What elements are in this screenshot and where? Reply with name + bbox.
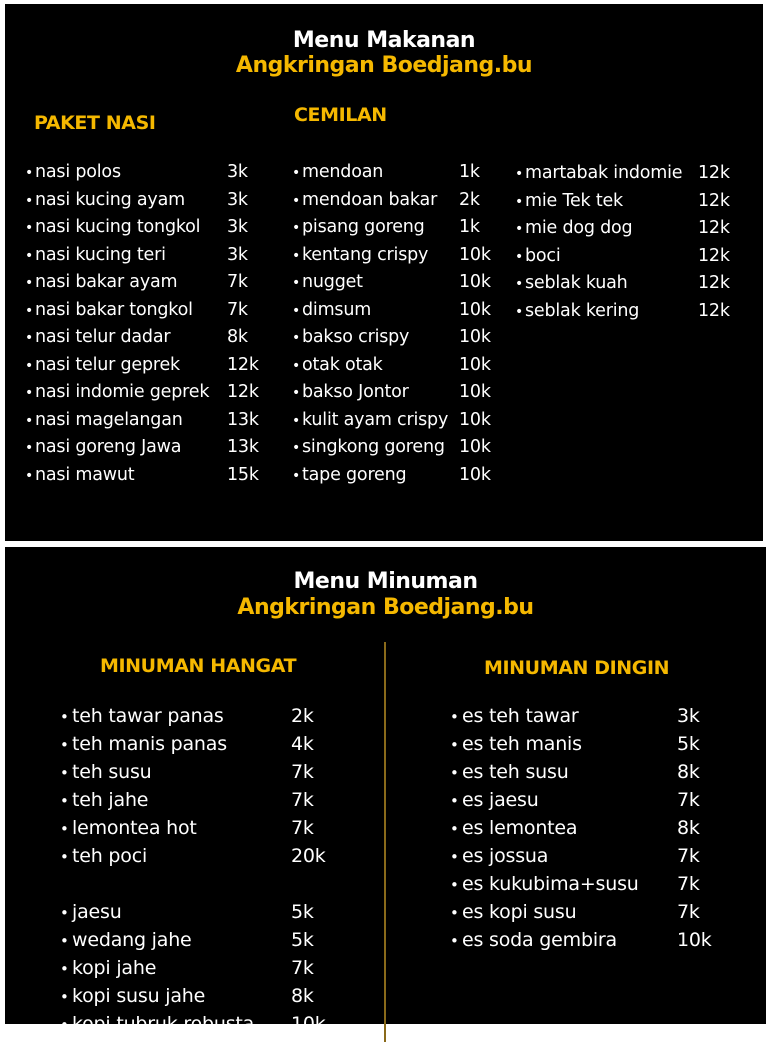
bullet-icon: •: [292, 412, 301, 429]
menu-item-name: bakso crispy: [302, 327, 410, 347]
bullet-icon: •: [292, 357, 301, 374]
menu-item: [292, 352, 497, 380]
menu-item-name: tape goreng: [302, 464, 407, 485]
menu-item-price: 1k: [459, 162, 480, 182]
menu-item-name: nasi mawut: [35, 464, 135, 485]
menu-item: [515, 243, 755, 271]
menu-item-price: 10k: [677, 929, 712, 951]
menu-item: [450, 898, 730, 926]
bullet-icon: •: [60, 764, 69, 782]
menu-item-price: 12k: [227, 382, 259, 402]
menu-item-price: 7k: [291, 761, 314, 783]
bullet-icon: •: [450, 792, 459, 810]
menu-item-name: es jossua: [462, 845, 549, 867]
menu-item-name: mendoan bakar: [302, 189, 438, 210]
menu-item-price: 10k: [459, 272, 491, 292]
menu-item-price: 12k: [698, 245, 730, 266]
menu-item-name: teh poci: [72, 845, 148, 867]
menu-item: [25, 242, 265, 270]
bullet-icon: •: [25, 165, 34, 181]
menu-item-price: 12k: [698, 163, 730, 183]
menu-item-name: lemontea hot: [72, 817, 197, 839]
menu-item-price: 7k: [291, 817, 314, 839]
bullet-icon: •: [60, 820, 69, 838]
menu-item-price: 15k: [227, 464, 259, 485]
menu-item-name: nasi indomie geprek: [35, 382, 210, 402]
menu-item-name: teh jahe: [72, 789, 149, 811]
bullet-icon: •: [60, 988, 69, 1006]
menu-item-name: seblak kuah: [525, 273, 628, 293]
menu-item: [60, 786, 350, 814]
menu-item-price: 12k: [698, 300, 730, 321]
menu-item-name: nasi bakar tongkol: [35, 299, 193, 320]
cemilan-list: [292, 159, 497, 489]
menu-item: [25, 352, 265, 380]
bullet-icon: •: [515, 221, 524, 237]
menu-item-name: nasi bakar ayam: [35, 272, 178, 292]
bullet-icon: •: [25, 330, 34, 346]
food-menu-title: Menu Makanan: [292, 28, 476, 53]
menu-item-name: teh susu: [72, 761, 152, 783]
menu-item-name: wedang jahe: [72, 929, 192, 951]
menu-item: [25, 379, 265, 407]
menu-item-name: kulit ayam crispy: [302, 409, 449, 430]
mie-list: [515, 160, 755, 325]
menu-item-name: mendoan: [302, 162, 384, 182]
drink-menu-subtitle: Angkringan Boedjang.bu: [237, 595, 534, 620]
bullet-icon: •: [60, 848, 69, 866]
section-heading-paket-nasi: PAKET NASI: [34, 112, 156, 134]
food-menu-subtitle: Angkringan Boedjang.bu: [235, 53, 533, 78]
menu-item-name: kopi susu jahe: [72, 985, 206, 1007]
menu-item-price: 3k: [677, 705, 700, 727]
menu-item-price: 5k: [291, 929, 314, 951]
menu-item: [60, 926, 350, 954]
menu-item-price: 8k: [227, 327, 248, 347]
bullet-icon: •: [25, 192, 34, 209]
menu-item: [292, 462, 497, 490]
menu-item-name: nasi telur dadar: [35, 327, 171, 347]
menu-item-price: 7k: [677, 873, 700, 895]
menu-item-price: 12k: [698, 273, 730, 293]
menu-item: [25, 214, 265, 242]
menu-item-name: es lemontea: [462, 817, 578, 839]
bullet-icon: •: [450, 736, 459, 754]
menu-item: [60, 982, 350, 1010]
menu-item-price: 3k: [227, 244, 248, 265]
bullet-icon: •: [450, 848, 459, 866]
menu-item-name: bakso Jontor: [302, 382, 409, 402]
menu-item-price: 20k: [291, 845, 326, 867]
menu-item-price: 2k: [459, 189, 480, 210]
menu-item-price: 13k: [227, 437, 259, 457]
bullet-icon: •: [25, 302, 34, 319]
menu-item: [292, 407, 497, 435]
food-menu-panel: [5, 4, 763, 541]
menu-item-price: 12k: [698, 218, 730, 238]
menu-item: [515, 270, 755, 298]
bullet-icon: •: [450, 820, 459, 838]
menu-item-price: 8k: [677, 817, 700, 839]
menu-item-name: seblak kering: [525, 300, 640, 321]
menu-item-name: es teh susu: [462, 761, 569, 783]
menu-item-price: 10k: [459, 244, 491, 265]
menu-item-price: 7k: [291, 789, 314, 811]
menu-item-name: jaesu: [72, 901, 122, 923]
bullet-icon: •: [25, 220, 34, 236]
bullet-icon: •: [60, 708, 69, 726]
bullet-icon: •: [25, 357, 34, 374]
bullet-icon: •: [25, 440, 34, 456]
menu-item: [450, 926, 730, 954]
menu-item-price: 12k: [227, 354, 259, 375]
menu-item-name: kopi tubruk robusta: [72, 1013, 255, 1035]
menu-item-name: nasi magelangan: [35, 409, 183, 430]
menu-item-price: 10k: [459, 354, 491, 375]
bullet-icon: •: [292, 247, 301, 264]
menu-item-price: 7k: [677, 789, 700, 811]
menu-item-price: 10k: [459, 437, 491, 457]
menu-item-name: nasi kucing teri: [35, 244, 166, 265]
bullet-icon: •: [450, 932, 459, 950]
menu-item: [60, 814, 350, 842]
bullet-icon: •: [515, 303, 524, 320]
section-heading-minuman-dingin: MINUMAN DINGIN: [484, 657, 670, 679]
menu-item-name: es teh tawar: [462, 705, 579, 727]
menu-item-price: 7k: [677, 901, 700, 923]
menu-item-name: otak otak: [302, 354, 383, 375]
minuman-dingin-list: [450, 702, 730, 954]
menu-item-name: es kopi susu: [462, 901, 577, 923]
menu-item: [515, 160, 755, 188]
menu-item: [450, 870, 730, 898]
menu-item-name: es kukubima+susu: [462, 873, 639, 895]
menu-item: [60, 758, 350, 786]
menu-item: [450, 758, 730, 786]
menu-item: [292, 434, 497, 462]
menu-item-price: 7k: [677, 845, 700, 867]
menu-item: [515, 188, 755, 216]
menu-item-price: 8k: [677, 761, 700, 783]
bullet-icon: •: [25, 467, 34, 484]
menu-item-name: mie dog dog: [525, 218, 633, 238]
menu-item-price: 5k: [291, 901, 314, 923]
menu-item-price: 10k: [291, 1013, 326, 1035]
menu-item-name: nugget: [302, 272, 363, 292]
bullet-icon: •: [25, 412, 34, 429]
menu-item-price: 8k: [291, 985, 314, 1007]
menu-item-name: es soda gembira: [462, 929, 617, 951]
menu-item: [515, 215, 755, 243]
paket-nasi-list: [25, 159, 265, 489]
column-divider: [384, 642, 386, 1042]
bullet-icon: •: [60, 1016, 69, 1034]
menu-item-name: dimsum: [302, 299, 372, 320]
bullet-icon: •: [450, 708, 459, 726]
minuman-hangat-list: [60, 702, 350, 870]
menu-item: [292, 297, 497, 325]
menu-item: [25, 269, 265, 297]
menu-item: [60, 1010, 350, 1038]
menu-item-price: 1k: [459, 217, 480, 237]
bullet-icon: •: [515, 193, 524, 210]
bullet-icon: •: [25, 385, 34, 401]
menu-item-name: kentang crispy: [302, 244, 429, 265]
menu-item: [25, 159, 265, 187]
bullet-icon: •: [60, 792, 69, 810]
bullet-icon: •: [292, 385, 301, 401]
bullet-icon: •: [450, 764, 459, 782]
menu-item-price: 12k: [698, 190, 730, 211]
menu-item: [450, 786, 730, 814]
menu-item-price: 7k: [227, 299, 248, 320]
menu-item: [60, 954, 350, 982]
menu-item-price: 5k: [677, 733, 700, 755]
bullet-icon: •: [292, 330, 301, 346]
minuman-hangat-list-2: [60, 898, 350, 1038]
menu-item: [60, 898, 350, 926]
bullet-icon: •: [292, 275, 301, 291]
bullet-icon: •: [60, 904, 69, 922]
menu-item-price: 10k: [459, 409, 491, 430]
menu-item-name: pisang goreng: [302, 217, 425, 237]
menu-item-name: singkong goreng: [302, 437, 445, 457]
menu-item-price: 3k: [227, 162, 248, 182]
bullet-icon: •: [25, 275, 34, 291]
menu-item-price: 10k: [459, 327, 491, 347]
menu-item-name: boci: [525, 245, 561, 266]
menu-item: [292, 324, 497, 352]
section-heading-minuman-hangat: MINUMAN HANGAT: [100, 655, 297, 677]
menu-item: [292, 269, 497, 297]
menu-item: [292, 214, 497, 242]
menu-item-name: nasi telur geprek: [35, 354, 180, 375]
menu-item: [292, 187, 497, 215]
drink-menu-title: Menu Minuman: [293, 569, 478, 594]
bullet-icon: •: [60, 736, 69, 754]
menu-item: [60, 730, 350, 758]
bullet-icon: •: [515, 276, 524, 292]
menu-item-price: 13k: [227, 409, 259, 430]
bullet-icon: •: [450, 876, 459, 894]
bullet-icon: •: [292, 302, 301, 319]
menu-item: [292, 379, 497, 407]
drink-menu-panel: [5, 547, 766, 1035]
menu-item: [450, 730, 730, 758]
menu-item-price: 7k: [291, 957, 314, 979]
menu-item-name: nasi goreng Jawa: [35, 437, 182, 457]
bullet-icon: •: [60, 960, 69, 978]
menu-item-price: 4k: [291, 733, 314, 755]
menu-item: [25, 462, 265, 490]
menu-item: [25, 407, 265, 435]
menu-item: [25, 324, 265, 352]
menu-item-name: nasi polos: [35, 162, 121, 182]
menu-item-price: 10k: [459, 382, 491, 402]
bullet-icon: •: [292, 440, 301, 456]
bullet-icon: •: [515, 248, 524, 265]
menu-item-name: nasi kucing tongkol: [35, 217, 201, 237]
section-heading-cemilan: CEMILAN: [294, 104, 387, 126]
menu-item: [292, 159, 497, 187]
menu-item-price: 3k: [227, 189, 248, 210]
menu-item-name: kopi jahe: [72, 957, 157, 979]
menu-item-price: 3k: [227, 217, 248, 237]
menu-item: [450, 842, 730, 870]
menu-item-name: nasi kucing ayam: [35, 189, 185, 210]
menu-item: [60, 842, 350, 870]
menu-item-name: es jaesu: [462, 789, 539, 811]
menu-item-name: teh manis panas: [72, 733, 227, 755]
menu-item: [515, 298, 755, 326]
menu-item: [292, 242, 497, 270]
menu-item: [25, 434, 265, 462]
menu-item-name: martabak indomie: [525, 163, 683, 183]
menu-item-name: es teh manis: [462, 733, 582, 755]
bullet-icon: •: [60, 932, 69, 950]
bullet-icon: •: [515, 166, 524, 182]
menu-item: [25, 297, 265, 325]
bullet-icon: •: [292, 467, 301, 484]
bullet-icon: •: [292, 165, 301, 181]
bullet-icon: •: [25, 247, 34, 264]
bullet-icon: •: [292, 192, 301, 209]
menu-item: [60, 702, 350, 730]
menu-item-price: 7k: [227, 272, 248, 292]
menu-item: [450, 814, 730, 842]
menu-item-name: mie Tek tek: [525, 190, 623, 211]
menu-item-price: 2k: [291, 705, 314, 727]
menu-item-name: teh tawar panas: [72, 705, 224, 727]
menu-item: [450, 702, 730, 730]
menu-item-price: 10k: [459, 464, 491, 485]
bullet-icon: •: [450, 904, 459, 922]
menu-item: [25, 187, 265, 215]
menu-item-price: 10k: [459, 299, 491, 320]
bullet-icon: •: [292, 220, 301, 236]
